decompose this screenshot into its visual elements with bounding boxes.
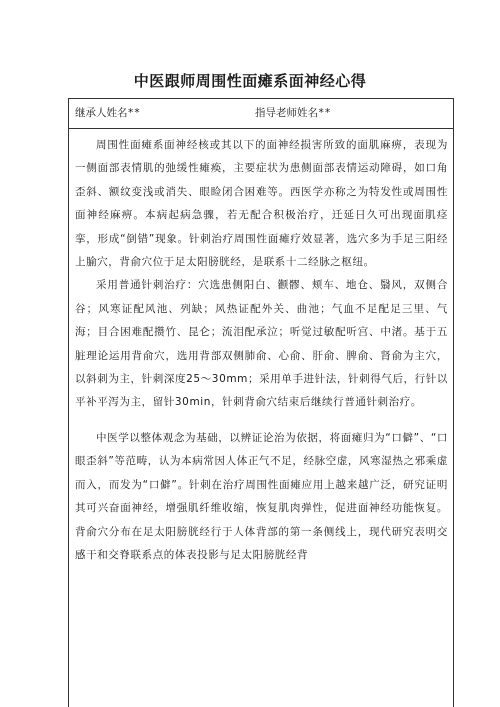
body-content: [69, 134, 453, 567]
paragraph-treatment: 采用普通针刺治疗：穴选患侧阳白、颧髎、颊车、地仓、翳风，双侧合谷；风寒证配风池、列缺；风热证配外关、曲池；气血不足配足三里、气海；目合困难配攒竹、昆仑；流泪配承泣；听觉过敏配听宫、中渚。基于五脏理论运用背俞穴，选用背部双侧肺俞、心俞、肝俞、脾俞、肾俞为主穴，以斜刺为主，针刺深度25～30mm；采用单手进针法，针刺得气后，行针以平补平泻为主，留针30min，针刺背俞穴结束后继续行普通针刺治疗。: [75, 279, 448, 409]
paragraph-intro: 周围性面瘫系面神经核或其以下的面神经损害所致的面肌麻痹，表现为一侧面部表情肌的弛缓性瘫痪，主要症状为患侧面部表情运动障碍，如口角歪斜、额纹变浅或消失、眼睑闭合困难等。西医学亦称之为特发性或周围性面神经麻痹。本病起病急骤，若无配合积极治疗，迁延日久可出现面肌痉挛，形成“倒错”现象。针刺治疗周围性面瘫疗效显著，选穴多为手足三阳经上腧穴，背俞穴位于足太阳膀胱经，是联系十二经脉之枢纽。: [75, 139, 448, 269]
document-title: 中医跟师周围性面瘫系面神经心得: [133, 72, 367, 90]
content-table: [68, 98, 454, 707]
header-row: [69, 99, 453, 129]
paragraph-theory: 中医学以整体观念为基础，以辨证论治为依据，将面瘫归为“口僻”、“口眼歪斜”等范畴，认为本病常因人体正气不足，经脉空虚，风寒湿热之邪乘虚而入，而发为“口僻”。针刺在治疗周围性面瘫应用上越来越广泛，研究证明其可兴奋面神经，增强肌纤维收缩，恢复肌肉弹性，促进面神经功能恢复。背俞穴分布在足太阳膀胱经行于人体背部的第一条侧线上，现代研究表明交感干和交脊联系点的体表投影与足太阳膀胱经背: [75, 431, 448, 561]
inheritor-name: 继承人姓名**: [75, 107, 141, 119]
teacher-name: 指导老师姓名**: [255, 107, 331, 119]
